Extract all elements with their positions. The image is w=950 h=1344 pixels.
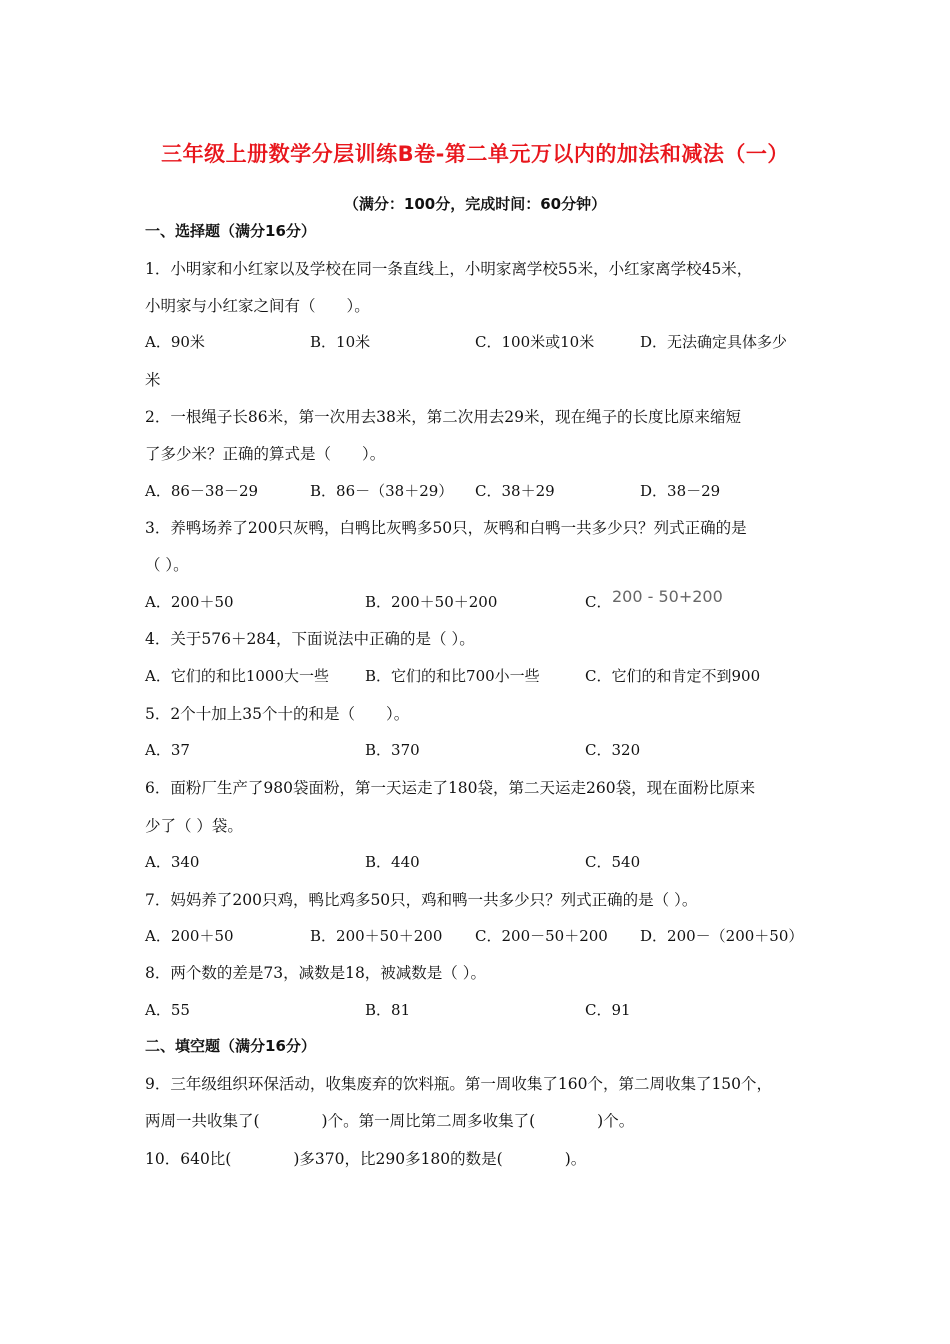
question-6-option-c: C．540 [585,853,641,871]
question-4-option-c: C．它们的和肯定不到900 [585,667,761,685]
question-3-option-c-expression: 200 - 50+200 [612,587,723,606]
question-2-option-a: A．86－38－29 [145,482,259,500]
question-3-option-b: B．200＋50＋200 [365,593,498,611]
question-9-line-1: 9．三年级组织环保活动，收集废弃的饮料瓶。第一周收集了160个，第二周收集了150个， [145,1075,773,1093]
question-3-line-2: （ ）。 [145,556,189,574]
question-5-line-1: 5．2个十加上35个十的和是（ ）。 [145,705,410,723]
question-10-line-1: 10．640比( )多370，比290多180的数是( )。 [145,1150,587,1168]
question-4-option-a: A．它们的和比1000大一些 [145,667,330,685]
document-subtitle: （满分：100分，完成时间：60分钟） [343,195,607,213]
question-2-line-2: 了多少米？正确的算式是（ ）。 [145,445,386,463]
question-1-line-1: 1．小明家和小红家以及学校在同一条直线上，小明家离学校55米，小红家离学校45米， [145,260,753,278]
question-3-option-c: C． [585,593,612,611]
question-6-line-1: 6．面粉厂生产了980袋面粉，第一天运走了180袋，第二天运走260袋，现在面粉比原来 [145,779,756,797]
document-title: 三年级上册数学分层训练B卷-第二单元万以内的加法和减法（一） [161,142,789,166]
question-1-option-d-wrap: 米 [145,371,161,389]
question-8-line-1: 8．两个数的差是73，减数是18，被减数是（ ）。 [145,964,486,982]
question-1-option-b: B．10米 [310,333,371,351]
question-7-option-a: A．200＋50 [145,927,234,945]
section-heading-choice: 一、选择题（满分16分） [145,222,316,240]
question-2-line-1: 2．一根绳子长86米，第一次用去38米，第二次用去29米，现在绳子的长度比原来缩短 [145,408,742,426]
question-5-option-c: C．320 [585,741,641,759]
question-3-option-a: A．200＋50 [145,593,234,611]
question-8-option-c: C．91 [585,1001,631,1019]
question-7-option-b: B．200＋50＋200 [310,927,443,945]
question-4-line-1: 4．关于576＋284，下面说法中正确的是（ ）。 [145,630,475,648]
question-6-line-2: 少了（ ）袋。 [145,817,243,835]
question-1-line-2: 小明家与小红家之间有（ ）。 [145,297,370,315]
question-5-option-b: B．370 [365,741,420,759]
question-1-option-a: A．90米 [145,333,205,351]
question-2-option-b: B．86－（38＋29） [310,482,454,500]
question-7-line-1: 7．妈妈养了200只鸡，鸭比鸡多50只，鸡和鸭一共多少只？列式正确的是（ ）。 [145,891,698,909]
question-3-line-1: 3．养鸭场养了200只灰鸭，白鸭比灰鸭多50只，灰鸭和白鸭一共多少只？列式正确的是 [145,519,747,537]
question-7-option-c: C．200－50＋200 [475,927,608,945]
question-8-option-a: A．55 [145,1001,190,1019]
question-7-option-d: D．200－（200＋50） [640,927,804,945]
question-5-option-a: A．37 [145,741,190,759]
question-2-option-d: D．38－29 [640,482,721,500]
question-2-option-c: C．38＋29 [475,482,555,500]
question-9-line-2: 两周一共收集了( )个。第一周比第二周多收集了( )个。 [145,1112,635,1130]
question-1-option-d: D．无法确定具体多少 [640,333,788,351]
question-6-option-b: B．440 [365,853,420,871]
section-heading-fill-blank: 二、填空题（满分16分） [145,1037,316,1055]
question-4-option-b: B．它们的和比700小一些 [365,667,540,685]
question-1-option-c: C．100米或10米 [475,333,595,351]
question-6-option-a: A．340 [145,853,200,871]
question-8-option-b: B．81 [365,1001,411,1019]
